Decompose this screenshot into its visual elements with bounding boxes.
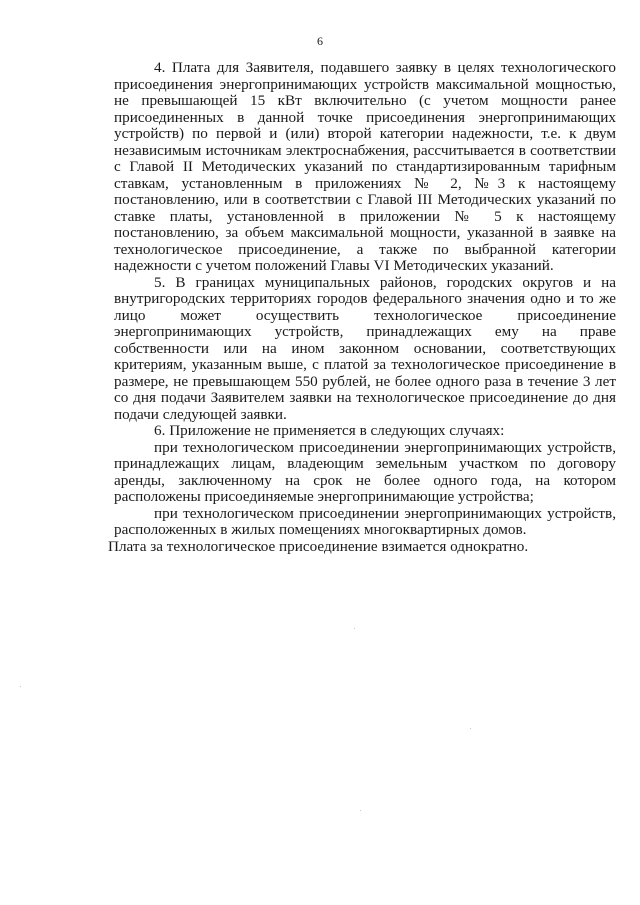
paragraph-6: 6. Приложение не применяется в следующих случаях: [154, 422, 505, 439]
scan-speck [360, 810, 361, 811]
closing-statement: Плата за технологическое присоединение взимается однократно. [108, 537, 529, 555]
exception-item-1: при технологическом присоединении энергопринимающих устройств, принадлежащих лицам, владеющим земельным участком по договору аренды, заключенному на срок не более одного года, на котором расположены присоединяемые энергопринимающие устройства; [114, 438, 616, 505]
paragraph-5: 5. В границах муниципальных районов, городских округов и на внутригородских территориях городов федерального значения одно и то же лицо может осуществить технологическое присоединение энергопринимающих устройств, принадлежащих ему на праве собственности или на ином законном основании, соответствующих критериям, указанным выше, с платой за технологическое присоединение в размере, не превышающем 550 рублей, не более одного раза в течение 3 лет со дня подачи Заявителем заявки на технологическое присоединение до дня подачи следующей заявки. [114, 273, 616, 423]
scan-speck [470, 728, 471, 729]
document-body [108, 59, 616, 555]
exception-item-2: при технологическом присоединении энергопринимающих устройств, расположенных в жилых помещениях многоквартирных домов. [114, 504, 616, 538]
scan-speck [20, 686, 21, 687]
scan-speck [354, 628, 355, 629]
paragraph-4: 4. Плата для Заявителя, подавшего заявку в целях технологического присоединения энергопринимающих устройств максимальной мощностью, не превышающей 15 кВт включительно (с учетом мощности ранее присоединенных в данной точке присоединения энергопринимающих устройств) по первой и (или) второй категории надежности, т.е. к двум независимым источникам электроснабжения, рассчитывается в соответствии с Главой II Методических указаний по стандартизированным тарифным ставкам, установленным в приложениях № 2, №3 к настоящему постановлению, или в соответствии с Главой III Методических указаний по ставке платы, установленной в приложении № 5 к настоящему постановлению, за объем максимальной мощности, указанной в заявке на технологическое присоединение, а также по выбранной категории надежности с учетом положений Главы VI Методических указаний. [114, 59, 616, 274]
page-number: 6 [317, 34, 323, 48]
